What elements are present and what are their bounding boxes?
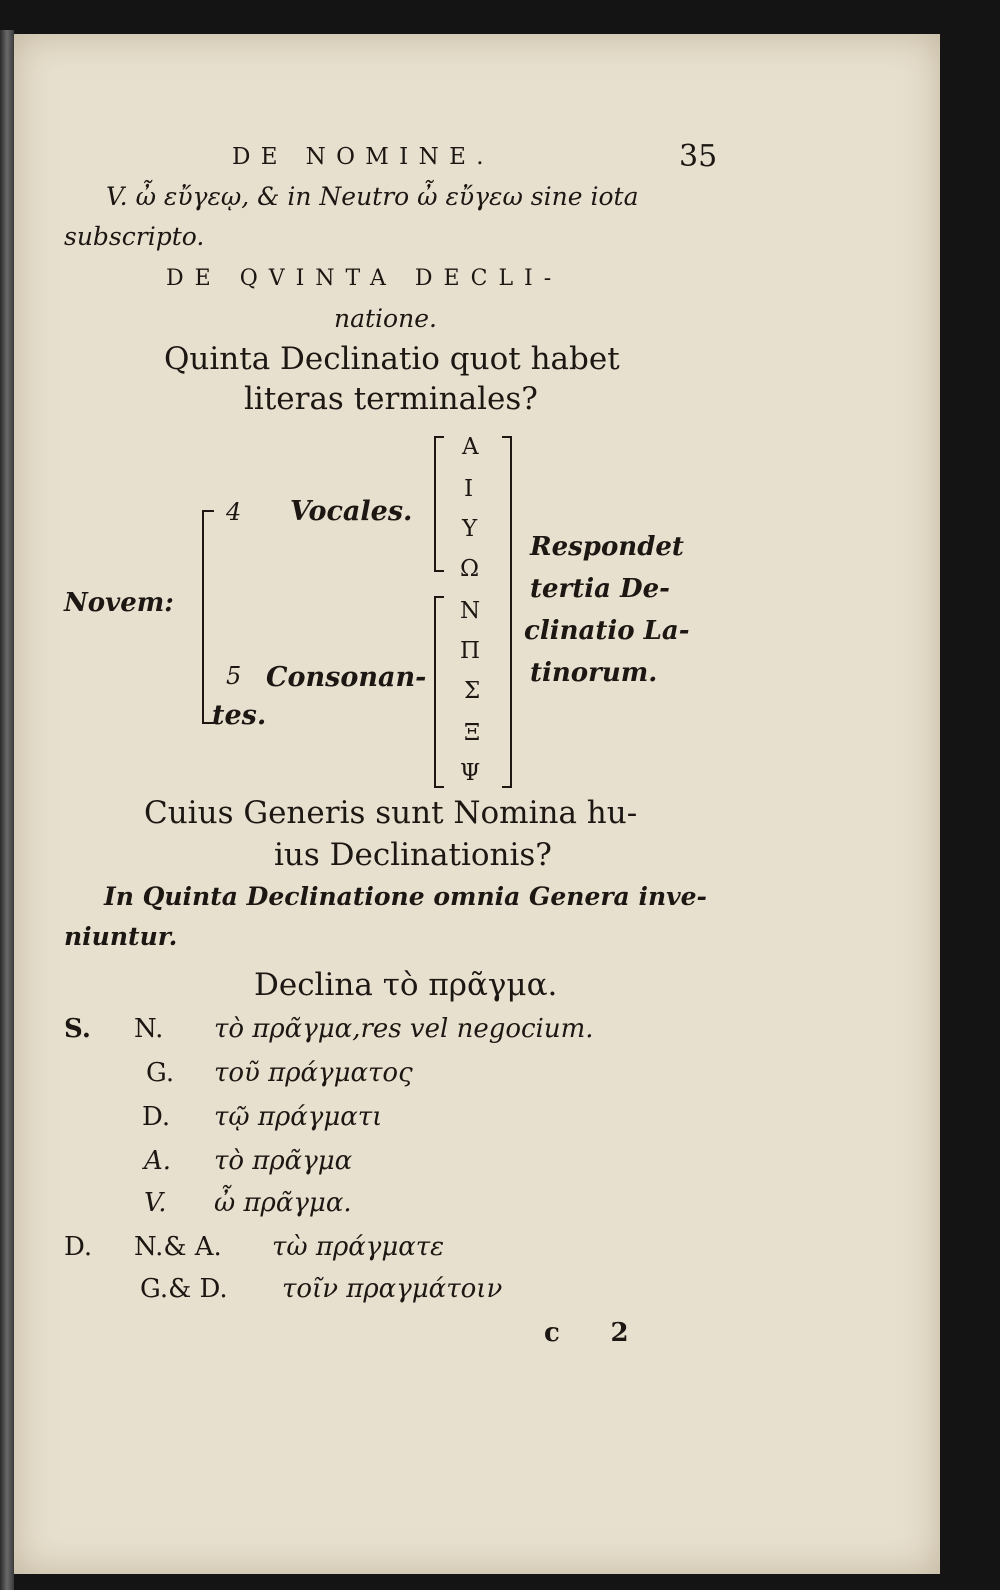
form-nominative: τὸ πρᾶγμα,res vel negocium. <box>214 1014 594 1044</box>
letter-pi: Π <box>460 638 481 664</box>
number-singular: S. <box>64 1014 91 1044</box>
number-dual: D. <box>64 1232 93 1262</box>
letter-upsilon: Υ <box>462 516 478 542</box>
question-1-line-1: Quinta Declinatio quot habet <box>164 341 620 377</box>
case-dual-nom-acc: N.& A. <box>134 1232 222 1262</box>
form-dual-nom-acc: τὼ πράγματε <box>272 1232 445 1262</box>
respondet-line-2: tertia De- <box>530 574 670 604</box>
question-1-line-2: literas terminales? <box>244 381 538 417</box>
form-dual-gen-dat: τοῖν πραγμάτοιν <box>282 1274 503 1304</box>
letter-nu: Ν <box>460 598 481 624</box>
respondet-line-1: Respondet <box>530 532 684 562</box>
text-line-vocative: V. ὦ εὔγεῳ, & in Neutro ὦ εὔγεω sine iota <box>106 182 639 211</box>
diagram-five: 5 <box>226 662 242 690</box>
signature-mark: c 2 <box>544 1318 650 1348</box>
case-dative: D. <box>142 1102 171 1132</box>
declina-heading: Declina τὸ πρᾶγμα. <box>254 967 558 1003</box>
form-vocative: ὦ πρᾶγμα. <box>214 1188 352 1218</box>
case-accusative: A. <box>144 1146 172 1176</box>
case-vocative: V. <box>144 1188 167 1218</box>
diagram-four: 4 <box>226 498 242 526</box>
book-page <box>14 34 940 1574</box>
diagram-novem: Novem: <box>64 588 174 618</box>
section-heading: DE QVINTA DECLI- <box>166 266 563 291</box>
letter-alpha: Α <box>462 434 479 460</box>
case-dual-gen-dat: G.& D. <box>140 1274 228 1304</box>
right-brace <box>502 436 512 788</box>
page-number: 35 <box>679 139 718 174</box>
form-accusative: τὸ πρᾶγμα <box>214 1146 353 1176</box>
answer-line-2: niuntur. <box>64 922 178 951</box>
vowel-brace <box>434 436 444 572</box>
respondet-line-4: tinorum. <box>530 658 658 688</box>
answer-line-1: In Quinta Declinatione omnia Genera inve- <box>104 882 707 911</box>
left-brace <box>202 510 214 724</box>
letter-xi: Ξ <box>464 720 481 746</box>
book-spine-edge <box>0 30 14 1590</box>
consonant-brace <box>434 596 444 788</box>
letter-omega: Ω <box>460 556 480 582</box>
section-heading-cont: natione. <box>334 304 437 333</box>
respondet-line-3: clinatio La- <box>524 616 690 646</box>
letter-iota: Ι <box>464 476 474 502</box>
diagram-vocales: Vocales. <box>290 496 413 527</box>
question-2-line-1: Cuius Generis sunt Nomina hu- <box>144 795 638 831</box>
form-genitive: τοῦ πράγματος <box>214 1058 413 1088</box>
form-dative: τῷ πράγματι <box>214 1102 383 1132</box>
diagram-consonan: Consonan- <box>266 662 427 693</box>
question-2-line-2: ius Declinationis? <box>274 837 552 873</box>
letter-psi: Ψ <box>460 760 481 786</box>
case-genitive: G. <box>146 1058 175 1088</box>
letter-sigma: Σ <box>464 678 481 704</box>
running-title: DE NOMINE. <box>232 144 494 170</box>
case-nominative: N. <box>134 1014 164 1044</box>
text-line-subscript: subscripto. <box>64 222 205 251</box>
diagram-tes: tes. <box>212 700 267 731</box>
